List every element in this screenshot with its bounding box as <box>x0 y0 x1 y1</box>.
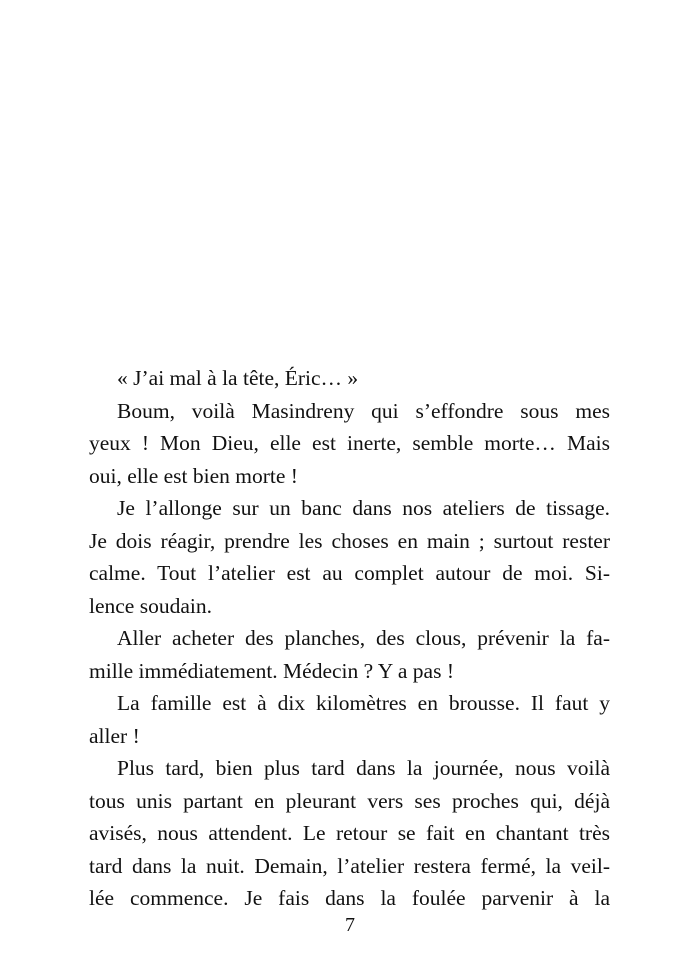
text-line: yeux ! Mon Dieu, elle est inerte, semble morte… Mais <box>89 431 610 455</box>
text-line: Je dois réagir, prendre les choses en main ; surtout rester <box>89 528 610 553</box>
page-number: 7 <box>345 914 355 936</box>
text-line: La famille est à dix kilomètres en brousse. Il faut y <box>117 691 610 715</box>
text-line: oui, elle est bien morte ! <box>89 463 298 488</box>
text-line: « J’ai mal à la tête, Éric… » <box>117 366 359 390</box>
text-line: lence soudain. <box>89 593 212 618</box>
text-line: tous unis partant en pleurant vers ses proches qui, déjà <box>89 788 610 813</box>
text-line: Plus tard, bien plus tard dans la journée, nous voilà <box>117 756 610 780</box>
text-line: aller ! <box>89 723 140 748</box>
text-line: Aller acheter des planches, des clous, prévenir la fa- <box>117 626 610 650</box>
text-line: Je l’allonge sur un banc dans nos ateliers de tissage. <box>117 496 610 520</box>
text-line: avisés, nous attendent. Le retour se fait en chantant très <box>89 821 610 845</box>
text-line: tard dans la nuit. Demain, l’atelier restera fermé, la veil- <box>89 853 610 878</box>
text-line: Boum, voilà Masindreny qui s’effondre sous mes <box>117 398 610 423</box>
body-text <box>89 362 610 915</box>
text-line: calme. Tout l’atelier est au complet autour de moi. Si- <box>89 561 610 585</box>
text-line: mille immédiatement. Médecin ? Y a pas ! <box>89 658 454 683</box>
text-line: lée commence. Je fais dans la foulée parvenir à la <box>89 886 610 910</box>
